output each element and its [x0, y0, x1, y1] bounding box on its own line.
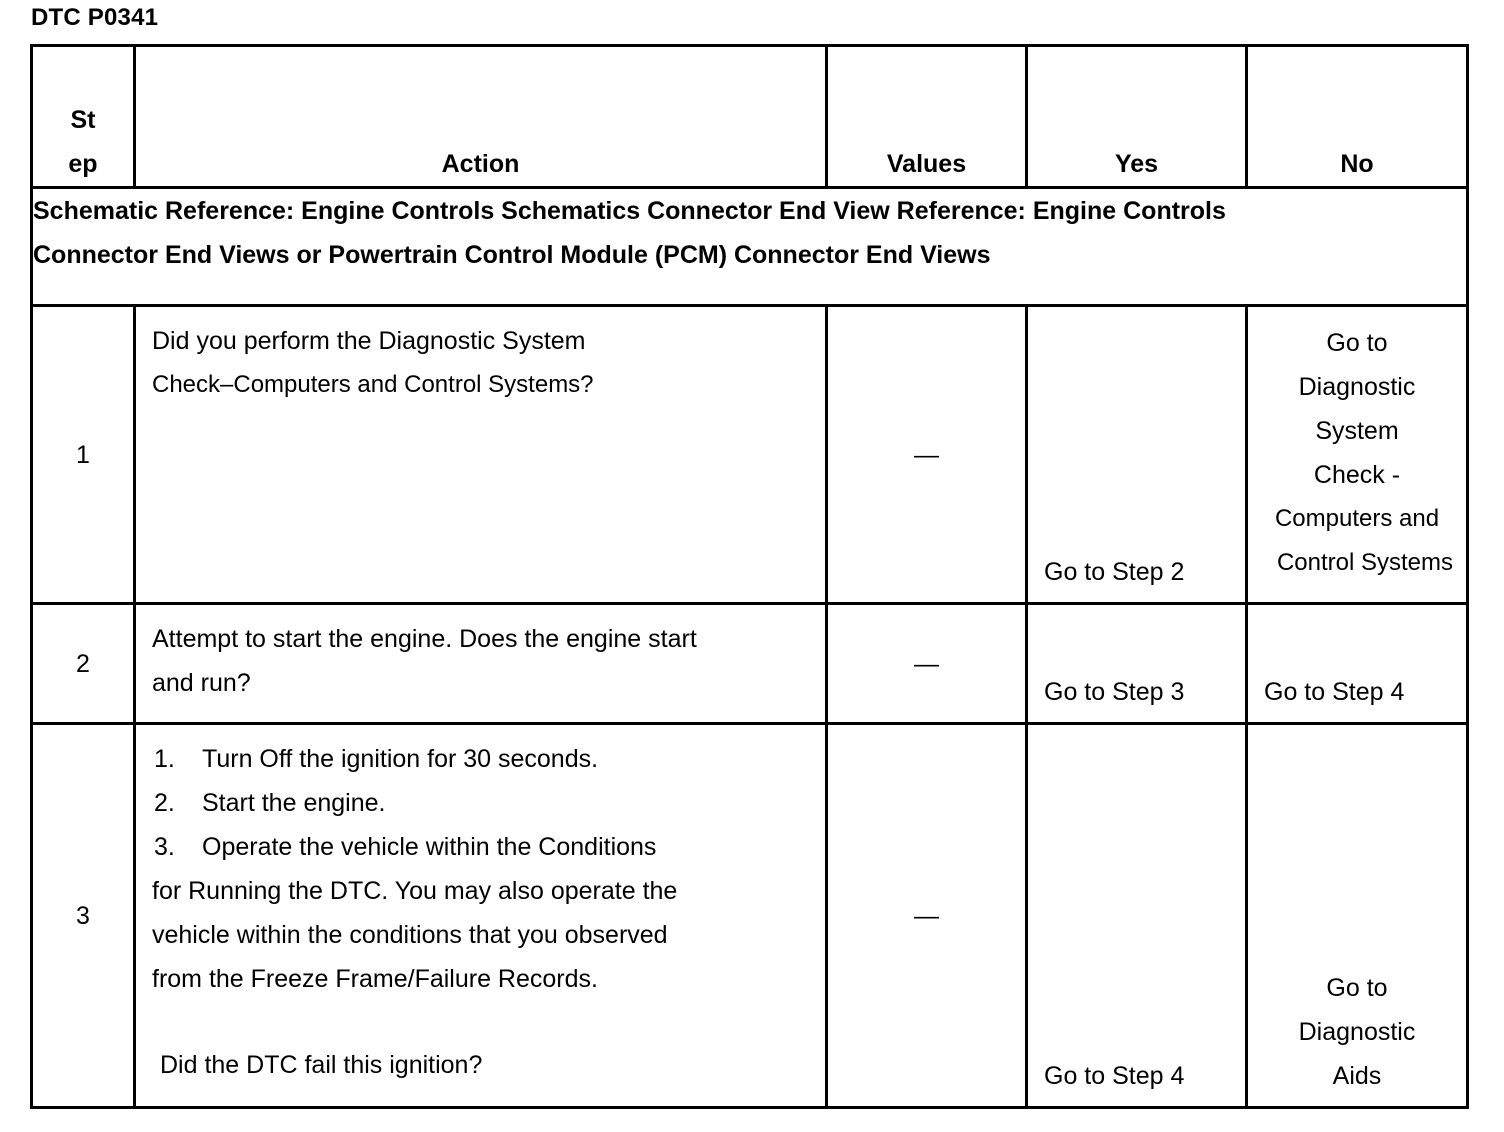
list-item-number: 3.: [154, 833, 175, 861]
header-no: No: [1247, 46, 1468, 188]
header-step-line1: St: [70, 106, 96, 134]
reference-row: [32, 188, 1468, 306]
action-line: from the Freeze Frame/Failure Records.: [152, 965, 598, 993]
action-cell: [135, 306, 827, 604]
action-line: Did you perform the Diagnostic System: [152, 327, 586, 355]
table-row: [32, 604, 1468, 724]
action-step-list: [152, 737, 809, 869]
header-step: [32, 46, 135, 188]
step-number: 3: [32, 724, 135, 1108]
no-line: Aids: [1332, 1062, 1382, 1090]
list-item-text: Operate the vehicle within the Conditions: [202, 833, 657, 861]
action-line: and run?: [152, 669, 251, 697]
action-line: Check–Computers and Control Systems?: [152, 371, 594, 398]
yes-cell: Go to Step 3: [1027, 604, 1247, 724]
action-question: Did the DTC fail this ignition?: [160, 1051, 483, 1079]
no-line: Computers and: [1274, 505, 1440, 532]
no-cell: [1247, 306, 1468, 604]
no-cell: [1247, 724, 1468, 1108]
values-cell: —: [827, 306, 1027, 604]
page-title: DTC P0341: [31, 4, 159, 31]
action-line: for Running the DTC. You may also operate the: [152, 877, 678, 905]
diagnostic-table: [30, 44, 1469, 1109]
list-item: [152, 737, 809, 781]
reference-line-1: Schematic Reference: Engine Controls Schematics Connector End View Reference: Engine Controls: [33, 197, 1226, 225]
action-line: vehicle within the conditions that you observed: [152, 921, 668, 949]
no-line: Go to: [1326, 974, 1388, 1002]
values-cell: —: [827, 724, 1027, 1108]
no-line: Go to Step 4: [1264, 678, 1405, 706]
no-line: Check -: [1313, 461, 1401, 489]
step-number: 1: [32, 306, 135, 604]
reference-cell: [32, 188, 1468, 306]
header-step-line2: ep: [68, 150, 98, 178]
table-row: [32, 306, 1468, 604]
action-cell: [135, 604, 827, 724]
step-number: 2: [32, 604, 135, 724]
list-item: [152, 781, 809, 825]
header-values: Values: [827, 46, 1027, 188]
list-item-number: 1.: [154, 745, 175, 773]
list-item-text: Start the engine.: [202, 789, 386, 817]
reference-line-2: Connector End Views or Powertrain Control Module (PCM) Connector End Views: [33, 241, 991, 269]
no-line: Go to: [1326, 329, 1388, 357]
action-cell: [135, 724, 827, 1108]
no-line: Diagnostic: [1298, 373, 1416, 401]
no-line: Control Systems: [1276, 549, 1454, 576]
list-item: [152, 825, 809, 869]
list-item-number: 2.: [154, 789, 175, 817]
action-line: Attempt to start the engine. Does the engine start: [152, 625, 697, 653]
table-header-row: [32, 46, 1468, 188]
yes-cell: Go to Step 4: [1027, 724, 1247, 1108]
list-item-text: Turn Off the ignition for 30 seconds.: [202, 745, 599, 773]
table-row: [32, 724, 1468, 1108]
values-cell: —: [827, 604, 1027, 724]
no-line: System: [1315, 417, 1399, 445]
header-yes: Yes: [1027, 46, 1247, 188]
yes-cell: Go to Step 2: [1027, 306, 1247, 604]
no-line: Diagnostic: [1298, 1018, 1416, 1046]
header-action: Action: [135, 46, 827, 188]
no-cell: [1247, 604, 1468, 724]
